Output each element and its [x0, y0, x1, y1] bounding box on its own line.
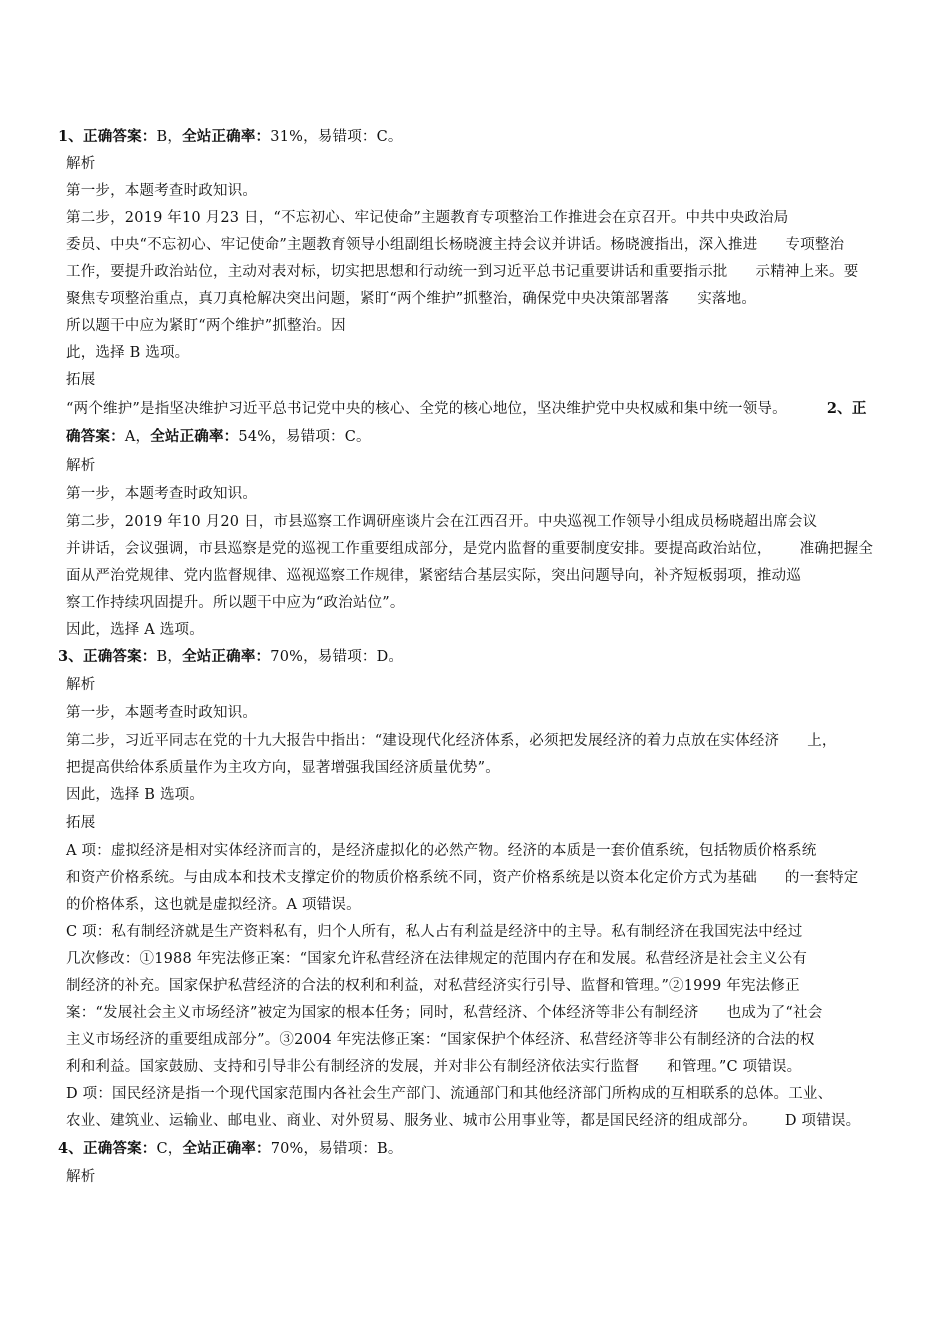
q1-step2-line3	[66, 261, 858, 283]
q2-header	[66, 426, 371, 448]
q2-step2-line2-tail: 准确把握全	[799, 541, 874, 557]
q2-rate-rest: 54%，易错项：C。	[238, 429, 371, 445]
q3-option-a-line2-text: 和资产价格系统。与由成本和技术支撑定价的物质价格系统不同，资产价格系统是以资本化定价方式为基础	[66, 870, 757, 886]
q3-option-c-line4-tail: 也成为了“社会	[726, 1005, 823, 1021]
q1-analysis-title: 解析	[66, 156, 96, 172]
q3-option-c-line2: 几次修改：①1988 年宪法修正案：“国家允许私营经济在法律规定的范围内存在和发展。私营经济是社会主义公有	[66, 951, 808, 967]
q4-rate-label: 全站正确率：	[182, 1140, 271, 1157]
q2-step2-line1: 第二步，2019 年10 月20 日，市县巡察工作调研座谈片会在江西召开。中央巡视工作领导小组成员杨晓超出席会议	[66, 514, 818, 530]
q1-step2-line1: 第二步，2019 年10 月23 日，“不忘初心、牢记使命”主题教育专项整治工作推进会在京召开。中共中央政治局	[66, 210, 789, 226]
q3-extension-title: 拓展	[66, 815, 96, 831]
q1-extension-body: “两个维护”是指坚决维护习近平总书记党中央的核心、全党的核心地位，坚决维护党中央权威和集中统一领导。	[66, 401, 787, 417]
q3-option-c-line4	[66, 1002, 822, 1024]
q1-step2-line4-text: 聚焦专项整治重点，真刀真枪解决突出问题，紧盯“两个维护”抓整治，确保党中央决策部署落	[66, 291, 670, 307]
q3-option-a-line2	[66, 867, 858, 889]
q1-step2-line5: 所以题干中应为紧盯“两个维护”抓整治。因	[66, 318, 346, 334]
q3-answer-label: 正确答案：	[83, 648, 157, 665]
q3-option-d-line2-tail: D 项错误。	[784, 1113, 861, 1129]
q3-option-d-line2	[66, 1110, 860, 1132]
q3-option-a-line2-tail: 的一套特定	[784, 870, 859, 886]
q3-answer: B，	[156, 649, 183, 665]
q1-answer: B，	[156, 129, 183, 145]
q3-option-c-line5: 主义市场经济的重要组成部分”。③2004 年宪法修正案：“国家保护个体经济、私营经济等非公有制经济的合法的权	[66, 1032, 815, 1048]
q2-step2-line3: 面从严治党规律、党内监督规律、巡视巡察工作规律，紧密结合基层实际，突出问题导向，补齐短板弱项，推动巡	[66, 568, 801, 584]
q3-step2-line1	[66, 730, 837, 752]
q1-step1: 第一步，本题考查时政知识。	[66, 183, 258, 199]
q2-step2-line2	[66, 538, 873, 560]
q3-conclusion: 因此，选择 B 选项。	[66, 787, 205, 803]
q4-number: 4、	[58, 1140, 83, 1157]
q3-number: 3、	[58, 648, 83, 665]
q1-conclusion: 此，选择 B 选项。	[66, 345, 190, 361]
q1-step2-line4	[66, 288, 756, 310]
q3-option-d-line2-text: 农业、建筑业、运输业、邮电业、商业、对外贸易、服务业、城市公用事业等，都是国民经济的组成部分。	[66, 1113, 757, 1129]
q3-option-d-line1: D 项：国民经济是指一个现代国家范围内各社会生产部门、流通部门和其他经济部门所构成的互相联系的总体。工业、	[66, 1086, 833, 1102]
q3-analysis-title: 解析	[66, 677, 96, 693]
q4-answer-label: 正确答案：	[83, 1140, 157, 1157]
q3-option-c-line6-text: 利和利益。国家鼓励、支持和引导非公有制经济的发展，并对非公有制经济依法实行监督	[66, 1059, 640, 1075]
q1-header	[58, 126, 403, 148]
q3-option-c-line1: C 项：私有制经济就是生产资料私有，归个人所有，私人占有利益是经济中的主导。私有制经济在我国宪法中经过	[66, 924, 803, 940]
q4-analysis-title: 解析	[66, 1169, 96, 1185]
q3-step2-line1-text: 第二步，习近平同志在党的十九大报告中指出：“建设现代化经济体系，必须把发展经济的着力点放在实体经济	[66, 733, 780, 749]
q2-analysis-title: 解析	[66, 458, 96, 474]
q4-rate-rest: 70%，易错项：B。	[270, 1141, 403, 1157]
q1-step2-line4-tail: 实落地。	[697, 291, 757, 307]
q1-step2-line2-tail: 专项整治	[785, 237, 845, 253]
q3-option-c-line6-tail: 和管理。”C 项错误。	[667, 1059, 802, 1075]
q1-number: 1、	[58, 128, 83, 145]
q1-extension-text	[66, 398, 867, 420]
q3-rate-label: 全站正确率：	[182, 648, 271, 665]
q3-option-c-line4-text: 案：“发展社会主义市场经济”被定为国家的根本任务；同时，私营经济、个体经济等非公有制经济	[66, 1005, 699, 1021]
q1-rate-label: 全站正确率：	[182, 128, 271, 145]
q2-number: 2、正	[826, 400, 867, 417]
q2-step1: 第一步，本题考查时政知识。	[66, 486, 258, 502]
q4-answer: C，	[156, 1141, 183, 1157]
q3-option-a-line1: A 项：虚拟经济是相对实体经济而言的，是经济虚拟化的必然产物。经济的本质是一套价值系统，包括物质价格系统	[66, 843, 817, 859]
q3-option-a-line3: 的价格体系，这也就是虚拟经济。A 项错误。	[66, 897, 361, 913]
q2-conclusion: 因此，选择 A 选项。	[66, 622, 204, 638]
q1-answer-label: 正确答案：	[83, 128, 157, 145]
q1-extension-title: 拓展	[66, 372, 96, 388]
q1-rate-rest: 31%，易错项：C。	[270, 129, 403, 145]
q2-answer-label: 确答案：	[66, 428, 125, 445]
q1-step2-line3-text: 工作，要提升政治站位，主动对表对标，切实把思想和行动统一到习近平总书记重要讲话和重要指示批	[66, 264, 728, 280]
q3-header	[58, 646, 403, 668]
q3-rate-rest: 70%，易错项：D。	[270, 649, 404, 665]
q1-step2-line3-tail: 示精神上来。要	[755, 264, 859, 280]
q3-option-c-line3: 制经济的补充。国家保护私营经济的合法的权利和利益，对私营经济实行引导、监督和管理。”②1999 年宪法修正	[66, 978, 800, 994]
q2-rate-label: 全站正确率：	[150, 428, 239, 445]
q2-step2-line4: 察工作持续巩固提升。所以题干中应为“政治站位”。	[66, 595, 405, 611]
q3-step2-line2: 把提高供给体系质量作为主攻方向，显著增强我国经济质量优势”。	[66, 760, 500, 776]
q3-step2-line1-tail: 上，	[807, 733, 837, 749]
q3-step1: 第一步，本题考查时政知识。	[66, 705, 258, 721]
q1-step2-line2	[66, 234, 844, 256]
q3-option-c-line6	[66, 1056, 801, 1078]
q1-step2-line2-text: 委员、中央“不忘初心、牢记使命”主题教育领导小组副组长杨晓渡主持会议并讲话。杨晓渡指出，深入推进	[66, 237, 758, 253]
q2-step2-line2-text: 并讲话，会议强调，市县巡察是党的巡视工作重要组成部分，是党内监督的重要制度安排。要提高政治站位，	[66, 541, 772, 557]
q4-header	[58, 1138, 403, 1160]
q2-answer: A，	[124, 429, 151, 445]
